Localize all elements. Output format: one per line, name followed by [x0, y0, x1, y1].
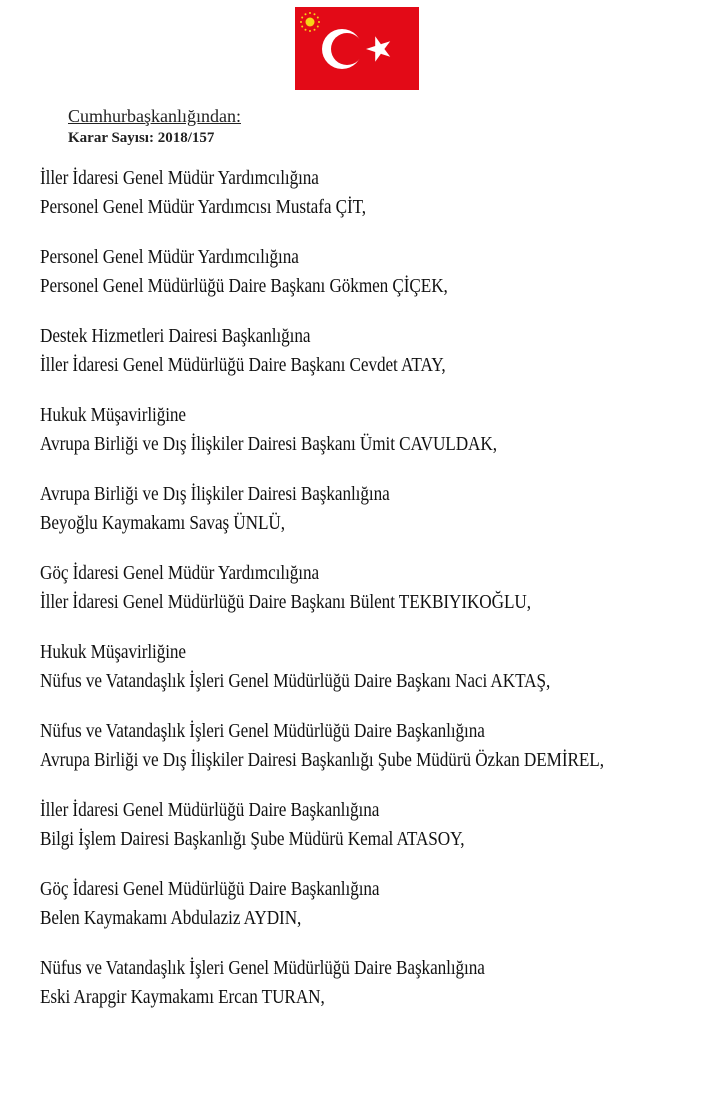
appointee: Eski Arapgir Kaymakamı Ercan TURAN,	[40, 986, 325, 1008]
appointment-entry	[40, 164, 720, 222]
appointee: Avrupa Birliği ve Dış İlişkiler Dairesi Başkanlığı Şube Müdürü Özkan DEMİREL,	[40, 749, 604, 771]
appointee: İller İdaresi Genel Müdürlüğü Daire Başkanı Cevdet ATAY,	[40, 354, 446, 376]
appointment-entry	[40, 322, 720, 380]
appointee: Nüfus ve Vatandaşlık İşleri Genel Müdürlüğü Daire Başkanı Naci AKTAŞ,	[40, 670, 551, 692]
position-title: Hukuk Müşavirliğine	[40, 404, 186, 426]
appointment-entry	[40, 796, 720, 854]
position-title: Göç İdaresi Genel Müdürlüğü Daire Başkanlığına	[40, 878, 380, 900]
appointee: Belen Kaymakamı Abdulaziz AYDIN,	[40, 907, 302, 929]
appointment-entry	[40, 954, 720, 1012]
position-title: İller İdaresi Genel Müdür Yardımcılığına	[40, 167, 319, 189]
position-title: Personel Genel Müdür Yardımcılığına	[40, 246, 299, 268]
position-title: Göç İdaresi Genel Müdür Yardımcılığına	[40, 562, 320, 584]
position-title: Destek Hizmetleri Dairesi Başkanlığına	[40, 325, 311, 347]
appointment-list	[40, 164, 720, 1033]
position-title: Hukuk Müşavirliğine	[40, 641, 186, 663]
position-title: Nüfus ve Vatandaşlık İşleri Genel Müdürlüğü Daire Başkanlığına	[40, 957, 485, 979]
appointment-entry	[40, 638, 720, 696]
appointee: Beyoğlu Kaymakamı Savaş ÜNLÜ,	[40, 512, 285, 534]
appointee: Personel Genel Müdürlüğü Daire Başkanı Gökmen ÇİÇEK,	[40, 275, 448, 297]
issuing-authority: Cumhurbaşkanlığından:	[68, 106, 241, 126]
appointment-entry	[40, 559, 720, 617]
appointment-entry	[40, 480, 720, 538]
appointment-entry	[40, 875, 720, 933]
appointee: Bilgi İşlem Dairesi Başkanlığı Şube Müdürü Kemal ATASOY,	[40, 828, 465, 850]
decision-number: Karar Sayısı: 2018/157	[68, 130, 215, 146]
appointment-entry	[40, 717, 720, 775]
turkish-flag-icon	[295, 7, 419, 90]
position-title: Avrupa Birliği ve Dış İlişkiler Dairesi Başkanlığına	[40, 483, 390, 505]
appointee: Personel Genel Müdür Yardımcısı Mustafa ÇİT,	[40, 196, 367, 218]
appointment-entry	[40, 243, 720, 301]
appointee: Avrupa Birliği ve Dış İlişkiler Dairesi Başkanı Ümit CAVULDAK,	[40, 433, 497, 455]
position-title: Nüfus ve Vatandaşlık İşleri Genel Müdürlüğü Daire Başkanlığına	[40, 720, 485, 742]
position-title: İller İdaresi Genel Müdürlüğü Daire Başkanlığına	[40, 799, 380, 821]
appointment-entry	[40, 401, 720, 459]
appointee: İller İdaresi Genel Müdürlüğü Daire Başkanı Bülent TEKBIYIKOĞLU,	[40, 591, 531, 613]
